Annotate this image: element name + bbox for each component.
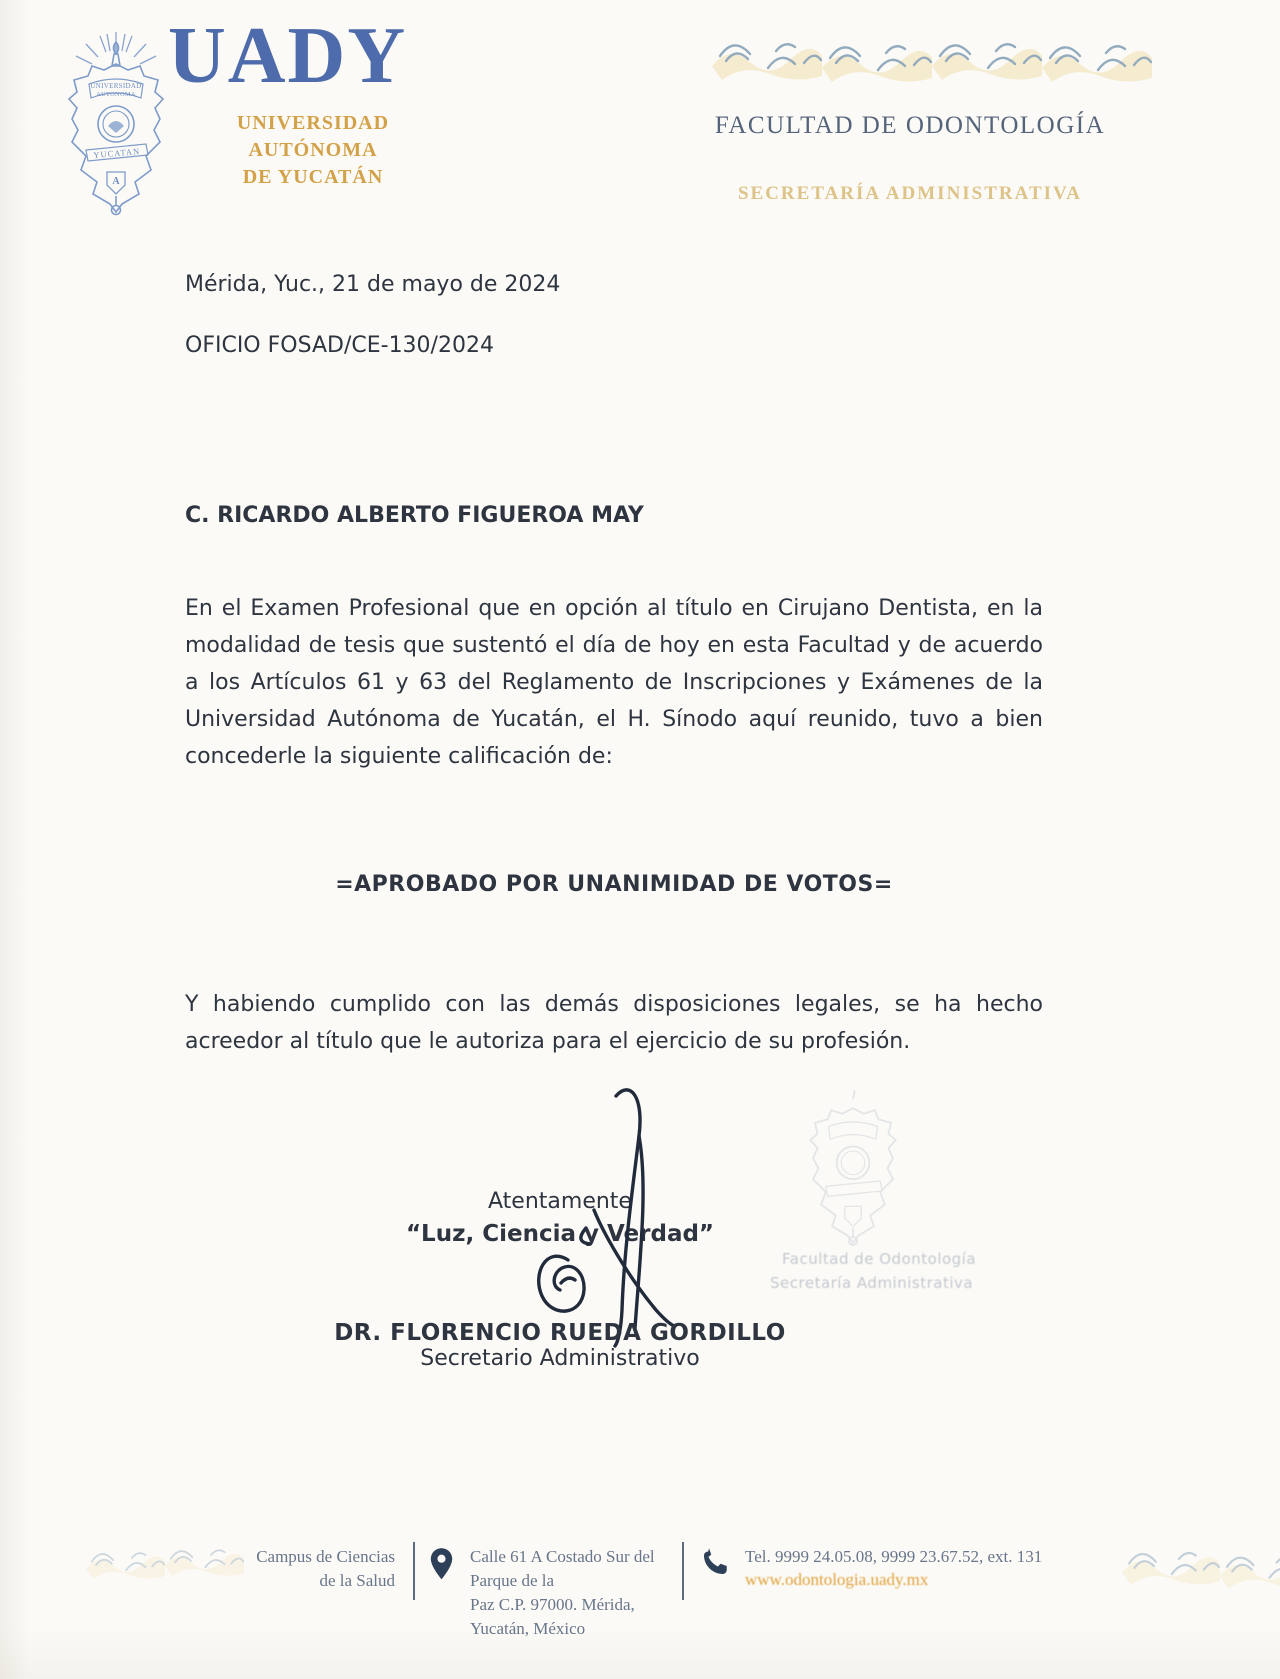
motto-line: “Luz, Ciencia y Verdad” bbox=[405, 1221, 715, 1247]
decorative-wave-band bbox=[712, 30, 1152, 94]
footer-divider-2 bbox=[682, 1542, 684, 1600]
university-name bbox=[218, 110, 408, 191]
location-pin-icon bbox=[428, 1546, 455, 1582]
verdict-line: =APROBADO POR UNANIMIDAD DE VOTOS= bbox=[335, 872, 893, 897]
university-name-line2: AUTÓNOMA bbox=[248, 139, 378, 161]
date-line: Mérida, Yuc., 21 de mayo de 2024 bbox=[185, 272, 561, 297]
paragraph-exam: En el Examen Profesional que en opción al título en Cirujano Dentista, en la modalidad de tesis que sustentó el día de hoy en esta Facultad y de acuerdo a los Artículos 61 y 63 del Reglamento de Inscripciones y Exámenes de la Universidad Autónoma de Yucatán, el H. Sínodo aquí reunido, tuvo a bien concederle la siguiente calificación de: bbox=[185, 596, 1043, 769]
signer-block bbox=[255, 1320, 865, 1371]
footer-address bbox=[470, 1545, 685, 1641]
footer-right-decoration bbox=[1122, 1538, 1280, 1596]
emblem-text-universidad: UNIVERSIDAD bbox=[90, 82, 142, 90]
signer-name: DR. FLORENCIO RUEDA GORDILLO bbox=[334, 1320, 786, 1346]
footer-campus-line2: de la Salud bbox=[319, 1571, 395, 1590]
emblem-text-yucatan: YUCATAN bbox=[92, 145, 141, 161]
paragraph-legal: Y habiendo cumplido con las demás disposiciones legales, se ha hecho acreedor al título que le autoriza para el ejercicio de su profesión. bbox=[185, 992, 1043, 1054]
oficio-number: OFICIO FOSAD/CE-130/2024 bbox=[185, 333, 494, 358]
emblem-text-autonoma: AUTONOMA bbox=[96, 91, 136, 98]
university-name-line3: DE YUCATÁN bbox=[242, 166, 384, 188]
university-name-line1: UNIVERSIDAD bbox=[236, 112, 390, 134]
footer-address-line2: Paz C.P. 97000. Mérida, Yucatán, México bbox=[470, 1595, 635, 1638]
addressee-name: C. RICARDO ALBERTO FIGUEROA MAY bbox=[185, 503, 644, 528]
footer-campus bbox=[205, 1545, 395, 1593]
uady-emblem-logo bbox=[58, 24, 174, 220]
department-title: SECRETARÍA ADMINISTRATIVA bbox=[737, 183, 1083, 204]
seal-stamp-icon bbox=[798, 1072, 908, 1250]
uady-wordmark: UADY bbox=[168, 12, 408, 100]
footer-phone: Tel. 9999 24.05.08, 9999 23.67.52, ext. 131 bbox=[745, 1547, 1043, 1566]
handwritten-signature bbox=[498, 1078, 730, 1350]
footer-website: www.odontologia.uady.mx bbox=[745, 1570, 929, 1589]
phone-icon bbox=[700, 1548, 730, 1578]
signer-title: Secretario Administrativo bbox=[420, 1346, 700, 1371]
closing-word: Atentamente bbox=[488, 1189, 632, 1214]
footer-address-line1: Calle 61 A Costado Sur del Parque de la bbox=[470, 1547, 655, 1590]
footer-campus-line1: Campus de Ciencias bbox=[256, 1547, 395, 1566]
emblem-letter-a: A bbox=[112, 176, 120, 187]
stamp-text-line1: Facultad de Odontología bbox=[782, 1250, 977, 1268]
footer-divider-1 bbox=[413, 1542, 415, 1600]
stamp-text-line2: Secretaría Administrativa bbox=[770, 1274, 974, 1292]
faculty-title: FACULTAD DE ODONTOLOGÍA bbox=[714, 112, 1106, 139]
